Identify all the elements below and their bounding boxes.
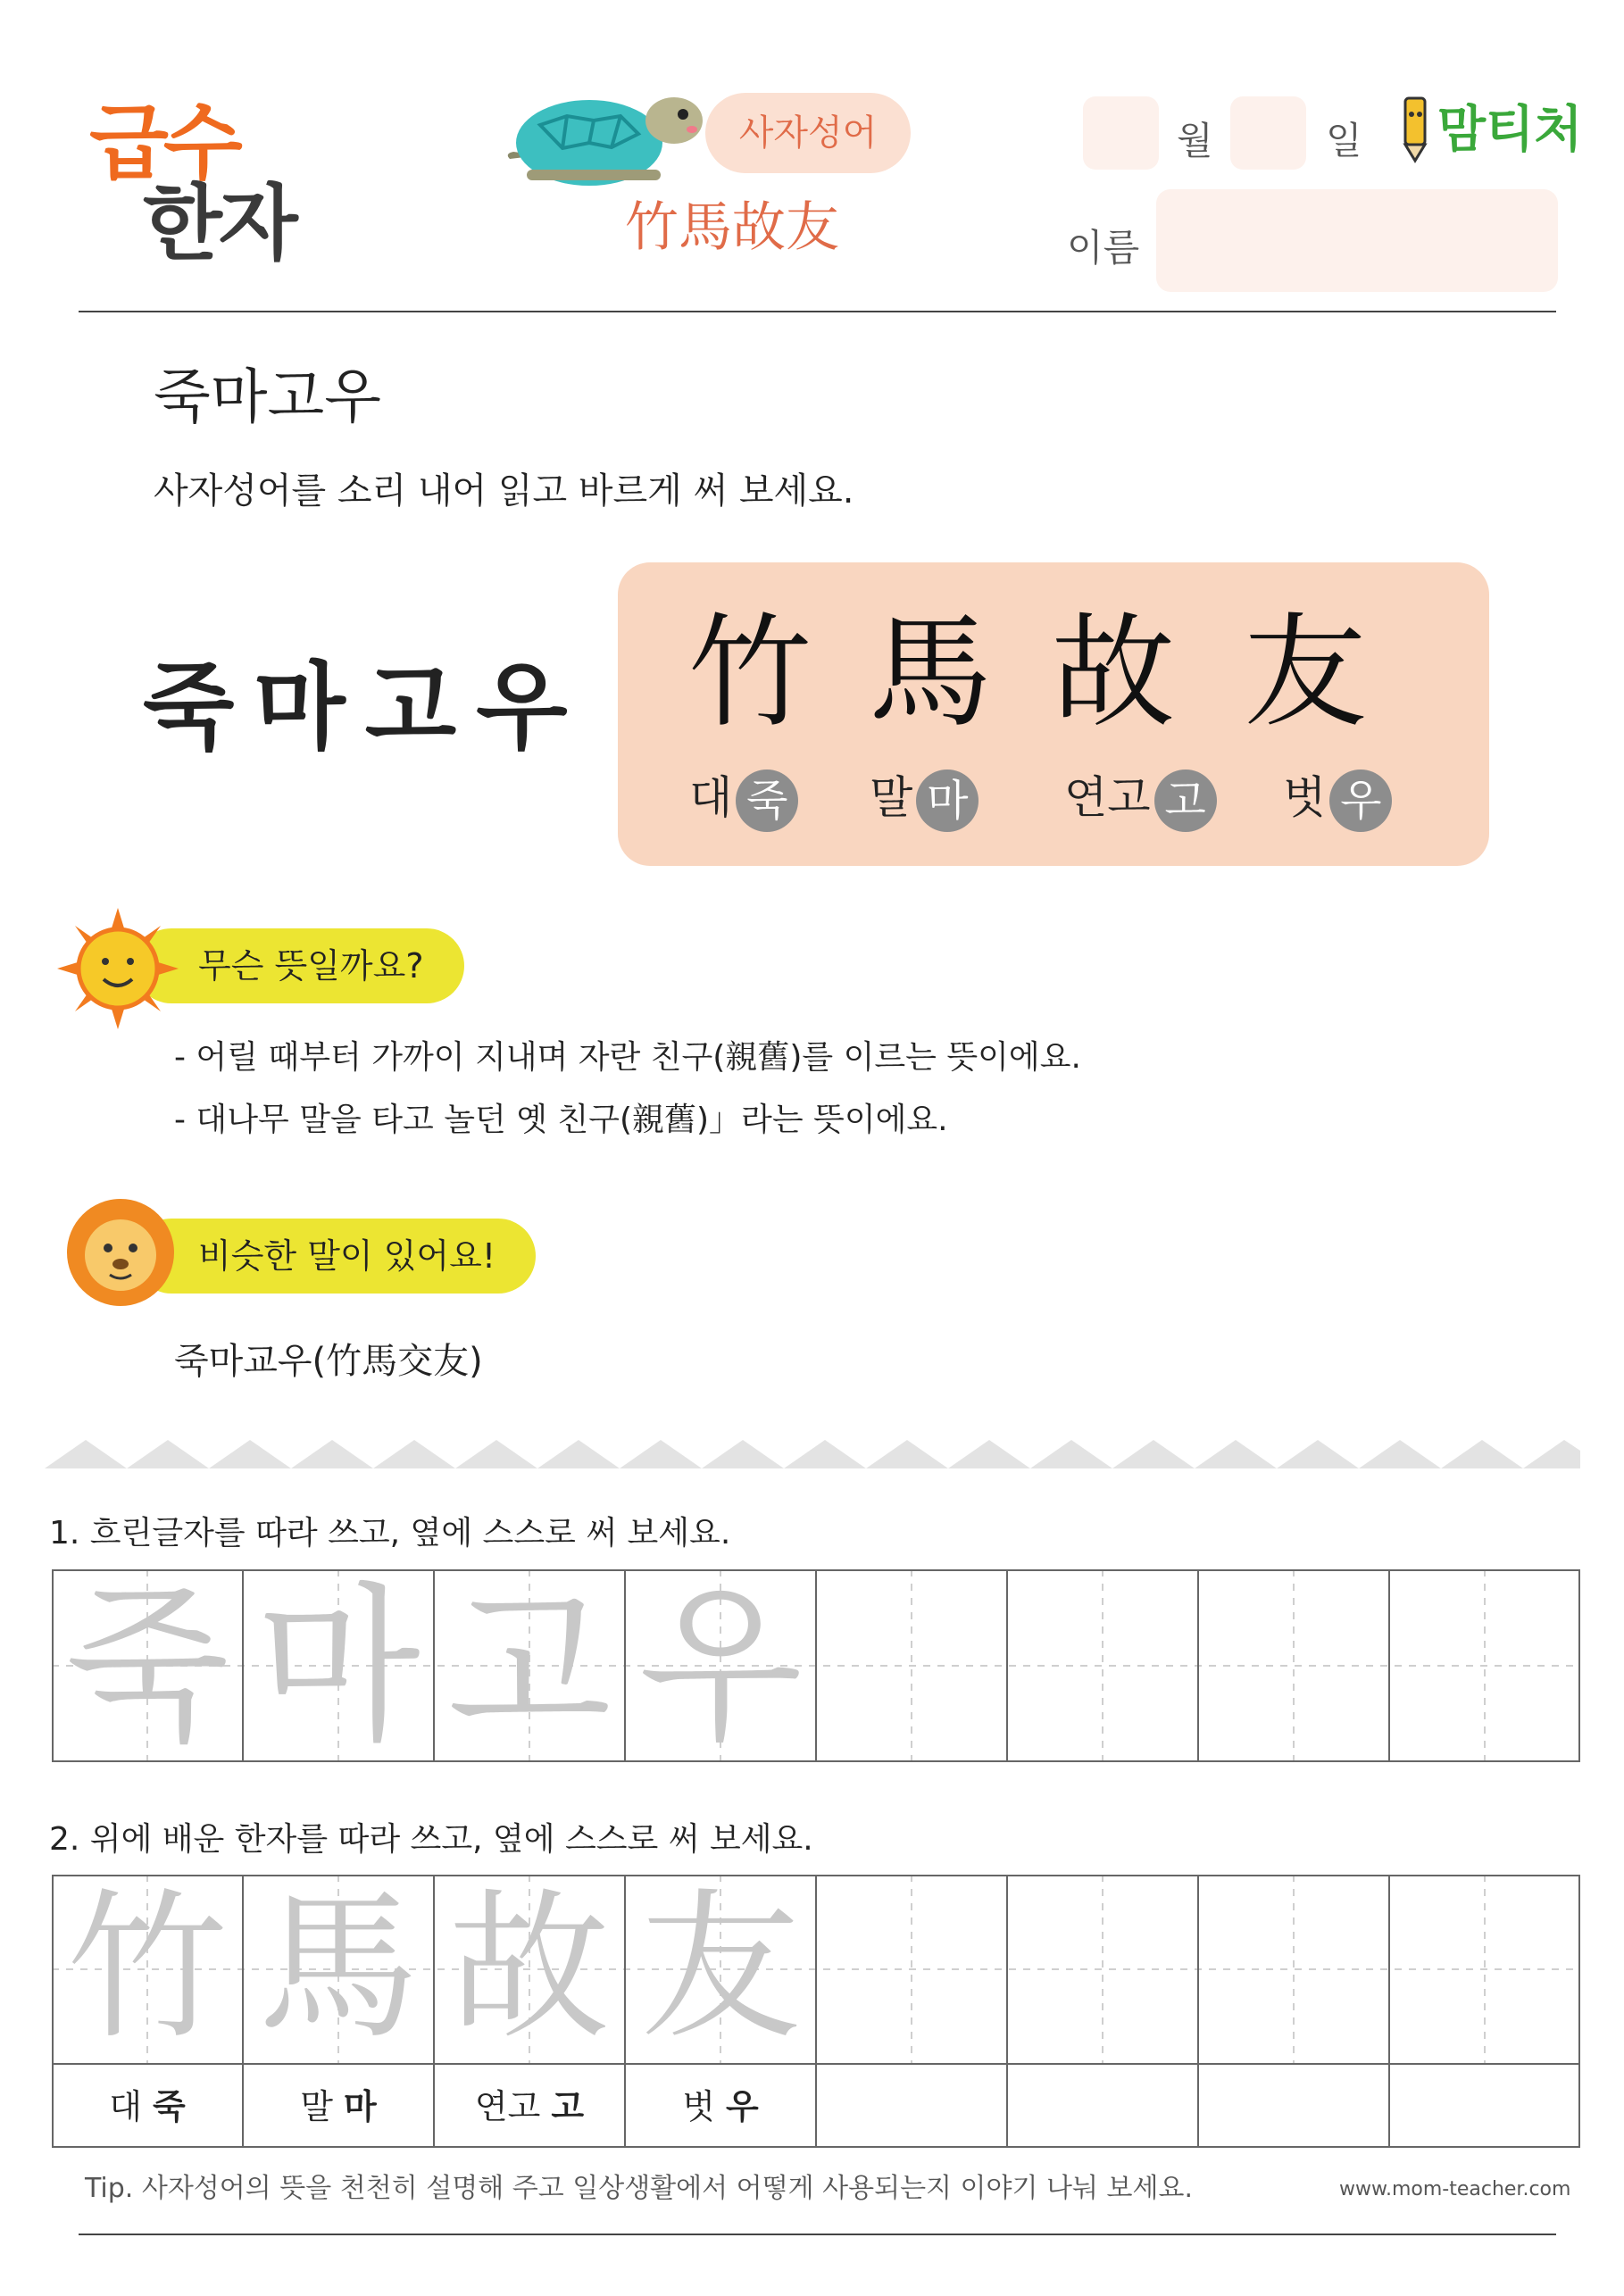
cell-reading: 말 마 — [300, 2087, 377, 2126]
day-label: 일 — [1326, 119, 1362, 162]
hanja-reading: 벗 우 — [1283, 769, 1392, 832]
name-label: 이름 — [1067, 226, 1140, 270]
brand-logo: 맘티처 — [1437, 101, 1583, 159]
task-2-instruction: 2. 위에 배운 한자를 따라 쓰고, 옆에 스스로 써 보세요. — [49, 1821, 813, 1858]
sound-chip: 우 — [1329, 769, 1392, 832]
sound-chip: 마 — [916, 769, 979, 832]
zigzag-divider — [45, 1433, 1580, 1468]
instruction-text: 사자성어를 소리 내어 읽고 바르게 써 보세요. — [154, 470, 854, 512]
name-field[interactable] — [1156, 189, 1558, 292]
logo-hanja: 한자 — [143, 176, 295, 271]
turtle-icon — [504, 89, 719, 187]
similar-item: 죽마교우(竹馬交友) — [174, 1341, 483, 1382]
word-hangul-large: 죽마고우 — [143, 653, 587, 762]
meaning-item: - 어릴 때부터 가까이 지내며 자란 친구(親舊)를 이르는 뜻이에요. — [174, 1039, 1081, 1076]
tip-text: Tip. 사자성어의 뜻을 천천히 설명해 주고 일상생활에서 어떻게 사용되는지 이야기 나눠 보세요. — [85, 2173, 1194, 2204]
pencil-icon — [1393, 93, 1437, 164]
meaning-heading: 무슨 뜻일까요? — [198, 946, 424, 986]
meaning-item: - 대나무 말을 타고 놀던 옛 친구(親舊)」라는 뜻이에요. — [174, 1102, 948, 1138]
trace-char: 고 — [447, 1568, 612, 1765]
logo-geup: 급수 — [89, 96, 237, 191]
word-title: 죽마고우 — [154, 362, 382, 431]
hanja-char: 友 — [1243, 601, 1367, 745]
hanja-reading: 연고 고 — [1064, 769, 1217, 832]
month-label: 월 — [1177, 119, 1213, 162]
cell-reading: 연고 고 — [474, 2087, 585, 2126]
sound-chip: 죽 — [736, 769, 798, 832]
trace-hanja: 友 — [639, 1875, 801, 2061]
sun-icon — [55, 906, 180, 1031]
day-field[interactable] — [1230, 96, 1306, 170]
header-hanja-title: 竹馬故友 — [625, 196, 839, 259]
trace-hanja: 竹 — [66, 1875, 228, 2061]
footer-divider — [79, 2234, 1556, 2235]
month-field[interactable] — [1083, 96, 1159, 170]
trace-char: 죽 — [65, 1568, 229, 1765]
hanja-char: 馬 — [868, 601, 992, 745]
header-divider — [79, 311, 1556, 312]
sound-chip: 고 — [1154, 769, 1217, 832]
hanja-reading: 말 마 — [870, 769, 979, 832]
cell-reading: 대 죽 — [109, 2087, 186, 2126]
trace-hanja: 故 — [448, 1875, 610, 2061]
trace-hanja: 馬 — [257, 1875, 419, 2061]
trace-char: 우 — [638, 1568, 803, 1765]
hanja-reading: 대 죽 — [689, 769, 798, 832]
hanja-char: 故 — [1051, 601, 1175, 745]
trace-char: 마 — [256, 1568, 421, 1765]
lion-icon — [58, 1194, 183, 1310]
hanja-char: 竹 — [687, 601, 812, 745]
hanja-card — [618, 562, 1489, 866]
category-bubble: 사자성어 — [705, 93, 911, 173]
cell-reading: 벗 우 — [682, 2087, 759, 2126]
website-link[interactable]: www.mom-teacher.com — [1339, 2178, 1571, 2200]
similar-heading: 비슷한 말이 있어요! — [198, 1236, 496, 1276]
task-1-instruction: 1. 흐린글자를 따라 쓰고, 옆에 스스로 써 보세요. — [49, 1515, 731, 1551]
